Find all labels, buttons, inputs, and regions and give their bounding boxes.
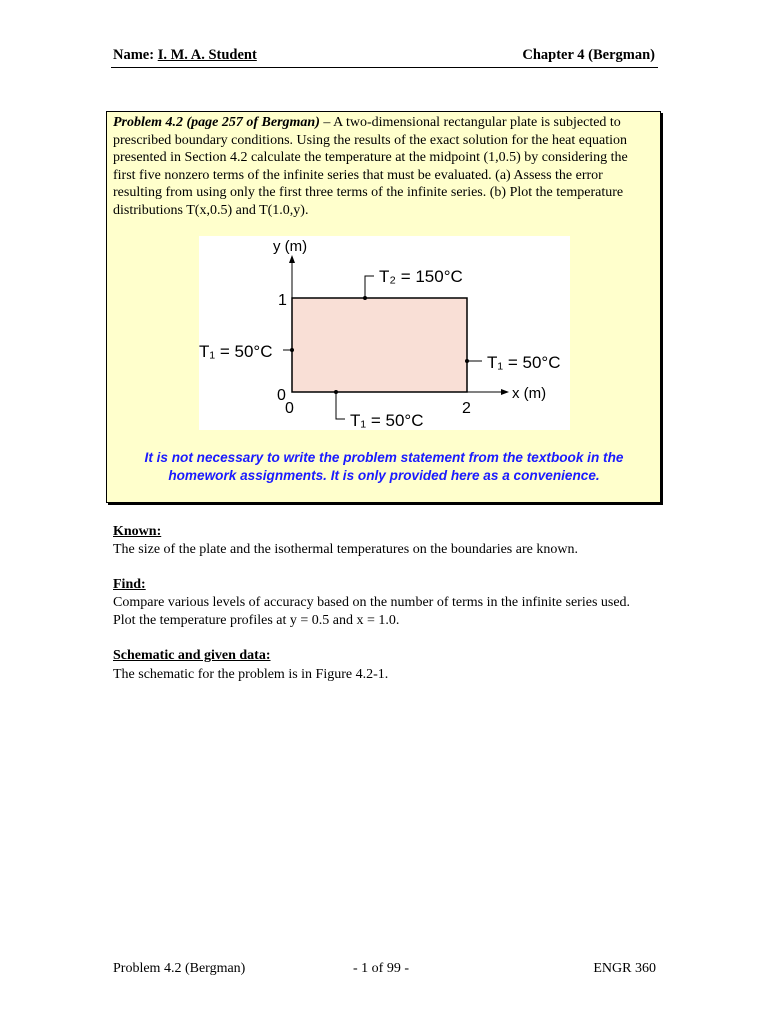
x-axis-arrow xyxy=(501,389,509,395)
footer-problem: Problem 4.2 (Bergman) xyxy=(113,961,246,976)
y-tick-0: 0 xyxy=(277,387,286,404)
plate-schematic xyxy=(199,236,570,430)
x-axis-label: x (m) xyxy=(512,385,547,402)
convenience-note: It is not necessary to write the problem statement from the textbook in the homework assignments. It is only provided here as a convenience. xyxy=(144,450,624,483)
plate-rectangle xyxy=(292,298,467,392)
problem-statement xyxy=(113,114,653,220)
header-divider xyxy=(111,67,658,68)
footer-course: ENGR 360 xyxy=(593,961,656,976)
name-label: Name: xyxy=(113,47,155,63)
schematic-body: The schematic for the problem is in Figure 4.2-1. xyxy=(113,667,389,682)
problem-dash: – xyxy=(319,115,334,130)
student-name: I. M. A. Student xyxy=(157,47,257,63)
plate-diagram xyxy=(199,236,570,430)
top-bc-leader xyxy=(365,276,374,298)
top-bc-label: T₂ = 150°C xyxy=(379,267,463,286)
bottom-bc-leader xyxy=(336,392,345,419)
find-heading: Find: xyxy=(113,577,146,592)
x-tick-0: 0 xyxy=(285,400,294,417)
right-bc-label: T₁ = 50°C xyxy=(487,353,561,372)
y-axis-arrow xyxy=(289,255,295,263)
schematic-heading: Schematic and given data: xyxy=(113,648,271,663)
find-body: Compare various levels of accuracy based on the number of terms in the infinite series used. Plot the temperature profiles at y = 0.5 and x = 1.0. xyxy=(113,595,631,628)
bottom-bc-label: T₁ = 50°C xyxy=(350,411,424,430)
header-name xyxy=(113,47,257,64)
header-chapter: Chapter 4 (Bergman) xyxy=(522,47,655,63)
problem-title: Problem 4.2 (page 257 of Bergman) xyxy=(113,115,320,130)
y-tick-1: 1 xyxy=(278,292,287,309)
problem-body: A two-dimensional rectangular plate is subjected to prescribed boundary conditions. Using the results of the exact solution for the heat equation presented in Section 4.2 calculate the temperature at the midpoint (1,0.5) by considering the first five nonzero terms of the infinite series that must be evaluated. (a) Assess the error resulting from using only the first three terms of the infinite series. (b) Plot the temperature distributions T(x,0.5) and T(1.0,y). xyxy=(113,115,628,218)
known-body: The size of the plate and the isothermal temperatures on the boundaries are known. xyxy=(113,542,578,557)
y-axis-label: y (m) xyxy=(273,238,308,255)
footer-page-number: - 1 of 99 - xyxy=(353,961,409,976)
x-tick-2: 2 xyxy=(462,400,471,417)
left-bc-label: T₁ = 50°C xyxy=(199,342,273,361)
known-heading: Known: xyxy=(113,524,162,539)
